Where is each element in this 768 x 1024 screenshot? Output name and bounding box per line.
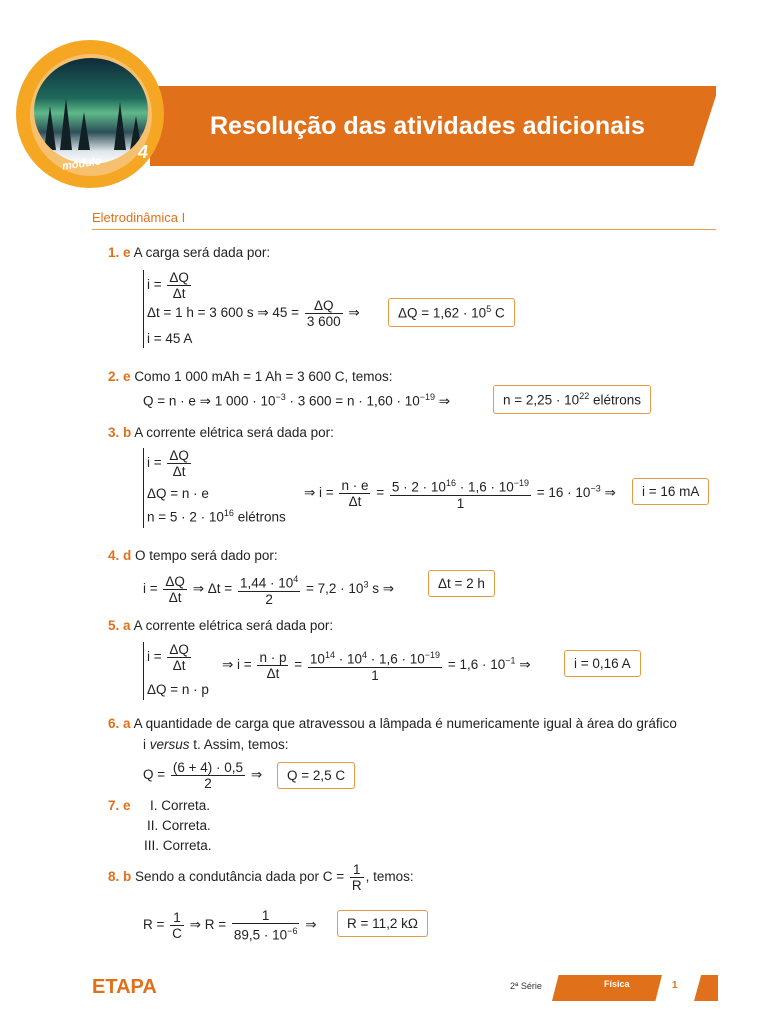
numerator: ΔQ	[165, 573, 185, 589]
equation-line	[143, 908, 317, 943]
denominator: Δt	[348, 493, 362, 509]
exponent: 16	[223, 508, 234, 518]
numerator: 1	[170, 910, 184, 926]
subject-label: Física	[604, 979, 630, 989]
eq-text: ⇒	[348, 305, 360, 321]
eq-text: Q = n · e ⇒ 1 000 · 10	[143, 393, 276, 409]
equation-line	[143, 760, 262, 791]
item-answer: b	[123, 869, 132, 885]
item-answer: e	[123, 369, 131, 384]
numerator	[238, 572, 300, 592]
exponent: 5	[486, 304, 492, 314]
equation-line	[143, 572, 394, 607]
result-box: i = 0,16 A	[564, 650, 641, 677]
eq-text: =	[376, 484, 385, 500]
eq-text: s ⇒	[368, 580, 395, 596]
intro-text: , temos:	[365, 869, 414, 885]
numerator: (6 + 4) · 0,5	[172, 760, 244, 775]
item-number: 5.	[108, 618, 120, 633]
denominator: 3 600	[306, 314, 341, 329]
exponent: 3	[363, 579, 369, 590]
denominator: 1	[371, 667, 379, 683]
item-intro: A corrente elétrica será dada por:	[134, 425, 334, 440]
item-number: 8.	[108, 869, 120, 885]
exponent: −6	[287, 926, 298, 936]
equation-line	[147, 448, 193, 479]
item-1-header	[108, 245, 270, 260]
list-item: II. Correta.	[147, 818, 211, 833]
item-answer: e	[123, 798, 131, 813]
eq-text: 5 · 2 · 10	[391, 479, 446, 495]
item-5-header	[108, 618, 333, 633]
item-answer: a	[123, 618, 131, 633]
item-8-header	[108, 862, 414, 893]
numerator: ΔQ	[305, 298, 343, 314]
page-number: 1	[672, 980, 678, 991]
equation-line: ΔQ = n · e	[147, 486, 209, 501]
result-box: Δt = 2 h	[428, 570, 495, 597]
numerator: ΔQ	[169, 448, 189, 463]
eq-text: · 10	[334, 651, 362, 667]
result-text: C	[491, 305, 505, 321]
numerator: n · p	[259, 649, 287, 665]
numerator: 1	[350, 862, 364, 878]
equation-line	[147, 298, 360, 329]
denominator: R	[351, 878, 362, 893]
eq-text: Δt = 1 h = 3 600 s ⇒ 45 =	[147, 305, 300, 321]
eq-text: 89,5 · 10	[233, 927, 288, 943]
fraction	[170, 910, 184, 941]
item-intro-continued	[143, 737, 289, 752]
item-number: 2.	[108, 369, 120, 384]
exponent: 22	[579, 391, 590, 401]
brace-bar	[143, 448, 144, 528]
eq-text: · 1,6 · 10	[455, 479, 514, 495]
fraction	[305, 298, 343, 329]
denominator: Δt	[172, 464, 186, 479]
page-tab	[694, 975, 718, 1001]
result-text: elétrons	[589, 392, 641, 408]
tree-shape	[60, 98, 72, 150]
exponent: −3	[275, 392, 286, 402]
eq-text: = 16 · 10	[536, 484, 591, 500]
etapa-logo: ETAPA	[92, 976, 157, 998]
item-2-header	[108, 369, 392, 384]
equation-line	[143, 392, 450, 410]
fraction	[171, 760, 245, 791]
intro-text: t. Assim, temos:	[189, 737, 289, 752]
eq-text: i =	[147, 277, 162, 293]
fraction	[167, 270, 191, 301]
fraction	[167, 642, 191, 673]
exponent: −3	[590, 483, 601, 494]
fraction	[167, 448, 191, 479]
module-label: módulo	[61, 155, 103, 173]
list-item: III. Correta.	[144, 838, 212, 853]
exponent: −19	[424, 650, 441, 660]
page-title: Resolução das atividades adicionais	[210, 112, 645, 140]
equation-line	[147, 508, 286, 525]
denominator: 2	[204, 776, 212, 791]
numerator: ΔQ	[169, 270, 189, 285]
tree-shape	[44, 106, 56, 150]
denominator: 1	[456, 495, 465, 511]
eq-text: · 3 600 = n · 1,60 · 10	[285, 393, 420, 409]
eq-text: ⇒ i =	[222, 656, 252, 672]
denominator: Δt	[266, 665, 280, 681]
fraction	[238, 572, 300, 607]
brace-bar	[143, 270, 144, 348]
exponent: −19	[419, 392, 436, 402]
fraction	[308, 648, 442, 683]
item-number: 1.	[108, 245, 120, 260]
grade-label: 2ª Série	[510, 981, 542, 991]
exponent: 14	[324, 650, 335, 660]
equation-line	[222, 648, 531, 683]
eq-text: ⇒	[435, 393, 451, 409]
eq-text: 10	[309, 651, 325, 667]
item-number: 4.	[108, 548, 120, 563]
fraction	[257, 650, 288, 681]
item-answer: d	[123, 548, 132, 563]
intro-italic: versus	[149, 737, 190, 752]
result-box: R = 11,2 kΩ	[337, 910, 428, 937]
eq-text: Q =	[143, 767, 166, 783]
exponent: 4	[361, 650, 367, 660]
denominator: Δt	[172, 658, 186, 673]
list-item: I. Correta.	[150, 798, 211, 813]
item-number: 7.	[108, 798, 120, 813]
intro-text: i	[143, 737, 150, 752]
eq-text: ⇒	[305, 916, 317, 932]
equation-line	[147, 642, 193, 673]
result-text: n = 2,25 · 10	[503, 392, 580, 408]
eq-text: ⇒	[515, 656, 531, 672]
eq-text: 1,44 · 10	[239, 575, 294, 591]
eq-text: = 7,2 · 10	[306, 580, 364, 596]
result-box	[388, 298, 515, 327]
eq-text: ⇒ Δt =	[192, 580, 233, 596]
item-intro: A carga será dada por:	[133, 245, 271, 260]
fraction	[390, 476, 531, 511]
item-answer: a	[123, 716, 131, 731]
denominator	[232, 924, 300, 943]
tree-shape	[114, 102, 126, 150]
eq-text: ⇒ i =	[304, 484, 334, 500]
eq-text: ⇒	[600, 484, 616, 500]
item-intro: Como 1 000 mAh = 1 Ah = 3 600 C, temos:	[134, 369, 393, 384]
eq-text: elétrons	[233, 509, 286, 525]
numerator	[390, 476, 531, 496]
exponent: −1	[505, 655, 516, 666]
item-6-header	[108, 716, 677, 731]
result-box: i = 16 mA	[632, 478, 709, 505]
section-divider	[92, 229, 716, 230]
result-box	[493, 385, 651, 414]
numerator: n · e	[341, 477, 369, 493]
fraction	[350, 862, 364, 893]
eq-text: i =	[147, 649, 162, 665]
item-intro: O tempo será dado por:	[135, 548, 278, 563]
denominator: Δt	[168, 589, 182, 605]
eq-text: i =	[147, 455, 162, 471]
equation-line: i = 45 A	[147, 331, 193, 346]
exponent: 4	[293, 574, 299, 584]
equation-line	[147, 270, 193, 301]
equation-line	[304, 476, 616, 511]
intro-text: Sendo a condutância dada por C =	[135, 869, 345, 885]
fraction	[339, 478, 370, 509]
exponent: −19	[513, 478, 530, 488]
tree-shape	[78, 112, 90, 150]
eq-text: ⇒	[250, 767, 263, 783]
numerator: 1	[232, 908, 300, 924]
item-answer: b	[123, 425, 132, 440]
eq-text: i =	[143, 580, 158, 596]
item-answer: e	[123, 245, 131, 260]
eq-text: · 1,6 · 10	[366, 651, 425, 667]
result-box: Q = 2,5 C	[277, 762, 355, 789]
numerator	[308, 648, 442, 668]
item-intro: A quantidade de carga que atravessou a lâmpada é numericamente igual à área do gráfico	[133, 716, 677, 731]
numerator: ΔQ	[169, 642, 189, 657]
denominator: 2	[265, 591, 273, 607]
eq-text: ⇒ R =	[189, 916, 227, 932]
denominator: Δt	[172, 286, 186, 301]
item-7-header	[108, 798, 131, 813]
brace-bar	[143, 642, 144, 700]
result-text: ΔQ = 1,62 · 10	[398, 305, 487, 321]
equation-line: ΔQ = n · p	[147, 682, 209, 697]
eq-text: n = 5 · 2 · 10	[147, 509, 224, 525]
item-4-header	[108, 548, 278, 563]
fraction	[232, 908, 300, 943]
eq-text: = 1,6 · 10	[447, 656, 506, 672]
denominator: C	[172, 925, 182, 941]
item-3-header	[108, 425, 334, 440]
item-number: 3.	[108, 425, 120, 440]
aurora-photo	[34, 58, 148, 164]
item-number: 6.	[108, 716, 120, 731]
item-intro: A corrente elétrica será dada por:	[133, 618, 334, 633]
eq-text: R =	[143, 916, 165, 932]
exponent: 16	[445, 478, 456, 488]
fraction	[163, 574, 187, 605]
eq-text: =	[294, 656, 303, 672]
module-number: 4	[138, 142, 149, 162]
section-title: Eletrodinâmica I	[92, 210, 186, 225]
